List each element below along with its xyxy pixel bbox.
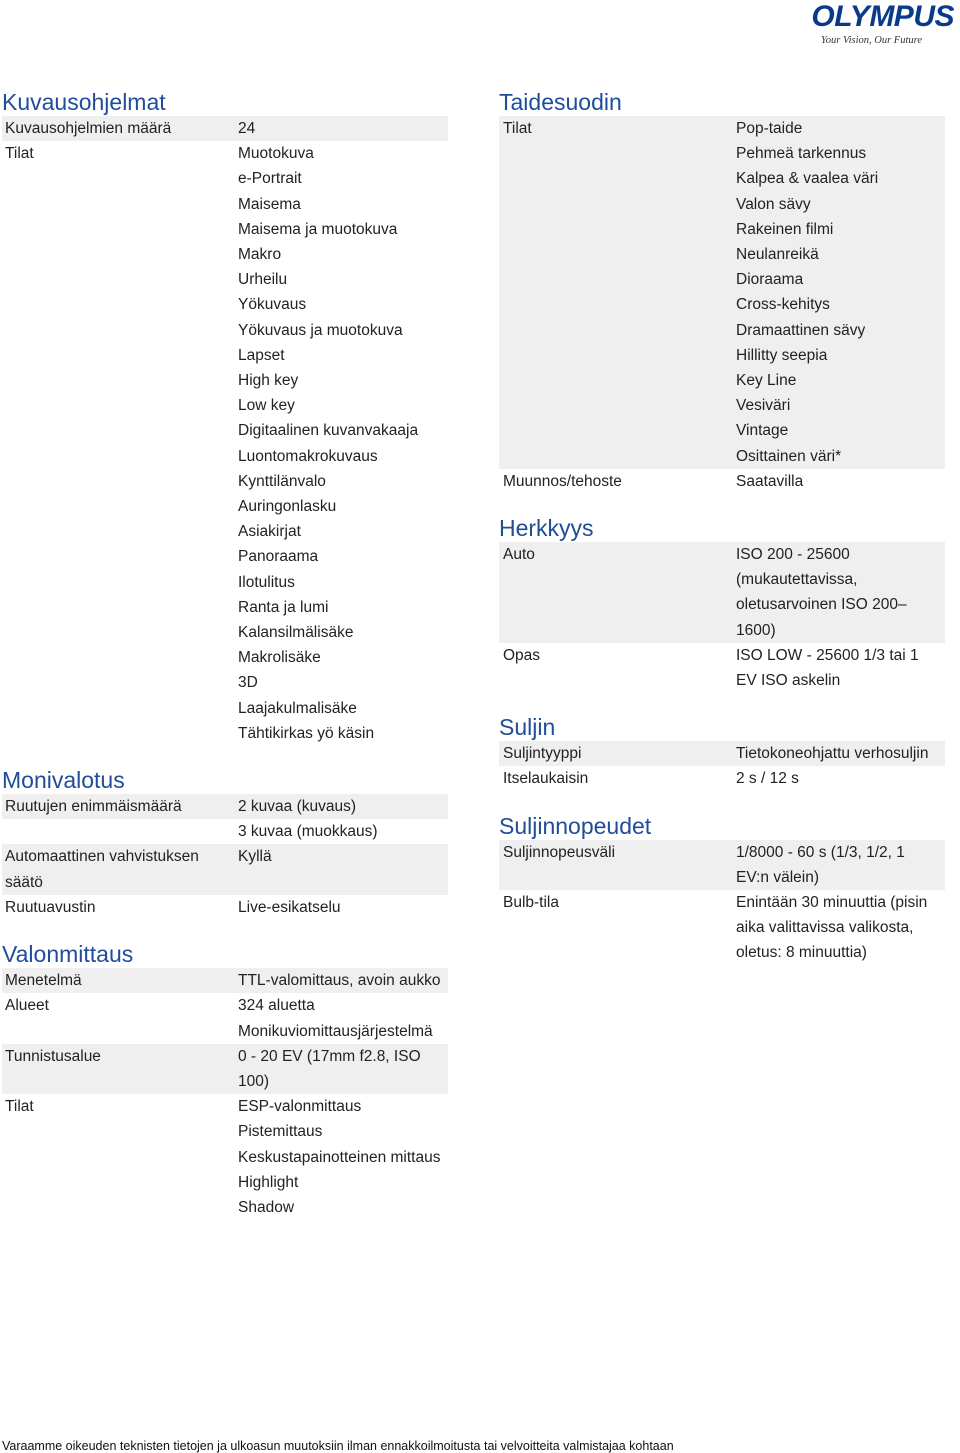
spec-value-line: Kyllä <box>238 848 272 866</box>
section-heading: Valonmittaus <box>2 941 134 968</box>
spec-value-line: Ilotulitus <box>238 573 295 591</box>
spec-value-line: Vesiväri <box>736 397 791 415</box>
logo-wordmark: OLYMPUS <box>811 0 954 33</box>
spec-value-line: Pop-taide <box>736 120 803 137</box>
spec-value-line: e-Portrait <box>238 170 302 188</box>
spec-value-line: Enintään 30 minuuttia (pisin aika valittavissa valikosta, oletus: 8 minuuttia) <box>736 894 928 962</box>
spec-row <box>499 116 945 469</box>
spec-value-line: 24 <box>238 120 256 137</box>
spec-row <box>2 968 448 993</box>
spec-value <box>736 766 945 791</box>
spec-value-line: Keskustapainotteinen mittaus <box>238 1148 441 1166</box>
spec-row <box>2 116 448 141</box>
spec-value <box>736 469 945 494</box>
spec-value-line: Monikuviomittausjärjestelmä <box>238 1022 433 1040</box>
spec-value-line: Auringonlasku <box>238 498 337 516</box>
spec-value-line: Yökuvaus <box>238 296 307 314</box>
spec-value <box>238 116 448 141</box>
spec-row <box>499 542 945 643</box>
spec-value-line: Maisema ja muotokuva <box>238 220 398 238</box>
spec-row <box>2 819 448 844</box>
spec-label: Auto <box>503 546 535 564</box>
spec-value-line: Pistemittaus <box>238 1123 323 1141</box>
spec-value-line: TTL-valomittaus, avoin aukko <box>238 972 441 990</box>
logo-tagline: Your Vision, Our Future <box>820 35 922 46</box>
spec-label: Tunnistusalue <box>5 1047 101 1065</box>
spec-row <box>2 844 448 894</box>
spec-value-line: Shadow <box>238 1198 295 1216</box>
spec-row <box>2 141 448 746</box>
spec-value <box>238 1094 448 1220</box>
spec-value-line: Makrolisäke <box>238 649 321 667</box>
spec-label: Suljinnopeusväli <box>503 843 616 861</box>
spec-label: Tilat <box>5 145 34 163</box>
section-kuvausohjelmat <box>2 88 448 746</box>
section-suljinnopeudet <box>499 812 945 966</box>
spec-row <box>2 993 448 1043</box>
spec-value-line: Dioraama <box>736 271 804 289</box>
spec-value <box>736 890 945 966</box>
spec-value <box>238 993 448 1043</box>
spec-value-line: Kalansilmälisäke <box>238 624 354 642</box>
spec-value-line: High key <box>238 372 299 390</box>
spec-value-line: Neulanreikä <box>736 246 819 264</box>
spec-value <box>238 1044 448 1094</box>
spec-value-line: Makro <box>238 246 282 264</box>
spec-value-line: Saatavilla <box>736 472 804 490</box>
spec-value-line: 2 kuvaa (kuvaus) <box>238 798 357 816</box>
spec-value-line: Ranta ja lumi <box>238 598 329 616</box>
spec-value <box>736 741 945 766</box>
olympus-logo <box>794 2 954 46</box>
spec-row <box>2 794 448 819</box>
spec-value-line: ESP-valonmittaus <box>238 1098 362 1116</box>
spec-value-line: Hillitty seepia <box>736 346 828 364</box>
section-taidesuodin <box>499 88 945 494</box>
spec-label: Suljintyyppi <box>503 745 582 763</box>
spec-label: Muunnos/tehoste <box>503 472 622 490</box>
spec-label: Alueet <box>5 997 49 1015</box>
spec-value-line: Vintage <box>736 422 789 440</box>
spec-value <box>736 643 945 693</box>
spec-value-line: Cross-kehitys <box>736 296 830 314</box>
section-heading: Monivalotus <box>2 767 125 794</box>
spec-value <box>238 141 448 746</box>
section-heading: Kuvausohjelmat <box>2 89 166 115</box>
spec-value-line: Key Line <box>736 372 797 390</box>
spec-value-line: Yökuvaus ja muotokuva <box>238 321 403 339</box>
spec-row <box>499 890 945 966</box>
section-heading: Suljin <box>499 714 556 741</box>
spec-value-line: Kynttilänvalo <box>238 472 326 490</box>
spec-value-line: 3D <box>238 674 258 692</box>
spec-value-line: Low key <box>238 397 295 415</box>
spec-row <box>499 643 945 693</box>
spec-row <box>2 1094 448 1220</box>
spec-value-line: Kalpea & vaalea väri <box>736 170 879 188</box>
spec-value-line: Asiakirjat <box>238 523 301 541</box>
spec-label: Bulb-tila <box>503 894 559 912</box>
spec-value-line: Rakeinen filmi <box>736 220 834 238</box>
spec-label: Tilat <box>503 120 532 137</box>
right-column <box>499 88 945 966</box>
spec-value <box>238 844 448 894</box>
spec-value-line: 324 aluetta <box>238 997 315 1015</box>
section-heading: Taidesuodin <box>499 89 622 115</box>
spec-value-line: 2 s / 12 s <box>736 770 799 788</box>
spec-value-line: Highlight <box>238 1173 299 1191</box>
spec-value-line: Valon sävy <box>736 195 811 213</box>
spec-value <box>736 840 945 890</box>
spec-value-line: Muotokuva <box>238 145 314 163</box>
section-heading: Herkkyys <box>499 515 594 542</box>
spec-value-line: Pehmeä tarkennus <box>736 145 867 163</box>
spec-row <box>499 741 945 766</box>
spec-value-line: ISO LOW - 25600 1/3 tai 1 EV ISO askelin <box>736 646 919 690</box>
spec-value-line: Tähtikirkas yö käsin <box>238 724 375 742</box>
spec-value-line: 1/8000 - 60 s (1/3, 1/2, 1 EV:n välein) <box>736 843 905 886</box>
spec-row <box>2 1044 448 1094</box>
spec-label: Itselaukaisin <box>503 770 589 788</box>
spec-row <box>499 840 945 890</box>
spec-value-line: Osittainen väri* <box>736 447 842 465</box>
section-herkkyys <box>499 514 945 693</box>
spec-value-line: Dramaattinen sävy <box>736 321 866 339</box>
spec-value-line: Panoraama <box>238 548 319 566</box>
section-suljin <box>499 713 945 791</box>
section-monivalotus <box>2 766 448 920</box>
spec-value <box>736 116 945 469</box>
section-heading: Suljinnopeudet <box>499 812 652 839</box>
spec-value-line: Luontomakrokuvaus <box>238 447 378 465</box>
footer-disclaimer: Varaamme oikeuden teknisten tietojen ja ulkoasun muutoksiin ilman ennakkoilmoitusta tai velvoitteita valmistajaa kohtaan <box>2 1439 674 1453</box>
spec-label: Opas <box>503 646 541 664</box>
spec-label: Ruutuavustin <box>5 898 96 916</box>
spec-label: Ruutujen enimmäismäärä <box>5 798 182 816</box>
left-column <box>2 88 448 1220</box>
spec-value <box>238 895 448 920</box>
spec-value <box>736 542 945 643</box>
spec-row <box>499 766 945 791</box>
spec-value-line: 0 - 20 EV (17mm f2.8, ISO 100) <box>238 1047 421 1090</box>
spec-value-line: Lapset <box>238 346 285 364</box>
spec-value-line: Maisema <box>238 195 301 213</box>
spec-label: Automaattinen vahvistuksen säätö <box>5 848 199 891</box>
spec-value-line: ISO 200 - 25600 (mukautettavissa, oletusarvoinen ISO 200–1600) <box>736 546 907 639</box>
spec-value <box>238 794 448 819</box>
spec-value <box>238 968 448 993</box>
spec-label: Tilat <box>5 1098 34 1116</box>
spec-value-line: 3 kuvaa (muokkaus) <box>238 823 378 841</box>
spec-value-line: Urheilu <box>238 271 288 289</box>
spec-value-line: Tietokoneohjattu verhosuljin <box>736 745 929 763</box>
spec-value <box>238 819 448 844</box>
spec-row <box>2 895 448 920</box>
spec-value-line: Live-esikatselu <box>238 898 341 916</box>
spec-label: Menetelmä <box>5 972 82 990</box>
section-valonmittaus <box>2 940 448 1220</box>
spec-row <box>499 469 945 494</box>
spec-value-line: Laajakulmalisäke <box>238 699 357 717</box>
spec-value-line: Digitaalinen kuvanvakaaja <box>238 422 419 440</box>
spec-label: Kuvausohjelmien määrä <box>5 120 172 137</box>
spec-label <box>2 819 238 844</box>
